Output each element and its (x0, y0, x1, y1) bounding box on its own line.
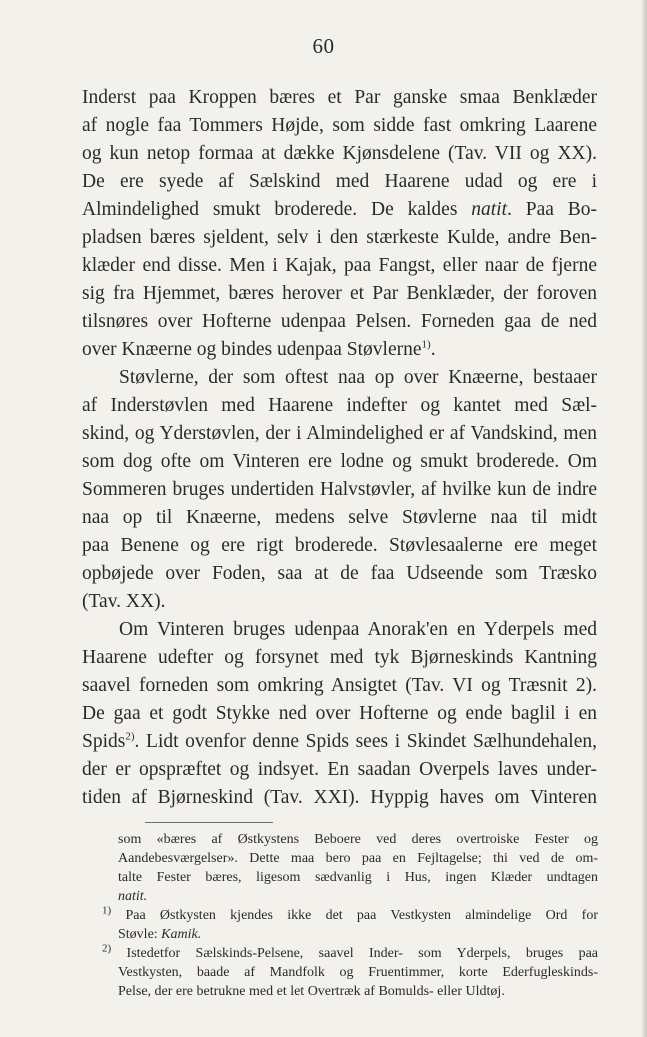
page-edge-shadow (641, 0, 647, 1037)
text-line (82, 732, 597, 752)
footnote-mark-2: 2) (102, 942, 112, 955)
text-line: saavel forneden som omkring Ansigtet (Tav. VI og Træsnit 2). (82, 675, 597, 696)
italic-word: Kamik. (161, 927, 202, 942)
text-line: Støvlerne, der som oftest naa op over Knæerne, bestaaer (119, 367, 597, 388)
footnote-1: $^{1)}$ Paa Østkysten kjendes ikke det paa Vestkysten almindelige Ord for (102, 904, 598, 923)
text-line: pladsen bæres sjeldent, selv i den stærkeste Kulde, andre Ben- (82, 227, 597, 248)
footnote-line: Pelse, der ere betrukne med et let Overtræk af Bomulds- eller Uldtøj. (118, 984, 505, 999)
text-line: der er opspræftet og indsyet. En saadan Overpels laves under- (82, 759, 597, 780)
text-line: naa op til Knæerne, medens selve Støvlerne naa til midt (82, 507, 597, 528)
text-line: tilsnøres over Hofterne udenpaa Pelsen. Forneden gaa de ned (82, 311, 597, 332)
page-number: 60 (312, 34, 335, 58)
footnote-line: talte Fester bæres, ligesom sædvanlig i Hus, ingen Klæder undtagen (118, 870, 598, 885)
text-line: paa Benene og ere rigt broderede. Støvlesaalerne ere meget (82, 535, 597, 556)
text-line: klæder end disse. Men i Kajak, paa Fangst, eller naar de fjerne (82, 255, 597, 276)
text-run: . Lidt ovenfor denne Spids sees i Skindet Sælhundehalen, (134, 731, 597, 752)
text-line: De gaa et godt Stykke ned over Hofterne og ende baglil i en (82, 703, 597, 724)
footnote-line: som «bæres af Østkystens Beboere ved deres overtroiske Fester og (118, 832, 598, 847)
text-line: sig fra Hjemmet, bæres herover et Par Benklæder, der foroven (82, 283, 597, 304)
footnote-mark-1: 1) (102, 904, 112, 917)
footnote-line: Støvle: Kamik. (118, 927, 202, 942)
text-line: Haarene udefter og forsynet med tyk Bjørneskinds Kantning (82, 647, 597, 668)
footnote-line: Vestkysten, baade af Mandfolk og Fruentimmer, korte Ederfugleskinds- (118, 965, 598, 980)
text-line: De ere syede af Sælskind med Haarene udad og ere i (82, 171, 597, 192)
italic-word: natit (471, 199, 508, 220)
footnote-ref-1: 1) (421, 338, 431, 351)
text-line: (Tav. XX). (82, 591, 166, 612)
text-line: Sommeren bruges undertiden Halvstøvler, af hvilke kun de indre (82, 479, 597, 500)
text-line: af Inderstøvlen med Haarene indefter og kantet med Sæl- (82, 395, 597, 416)
text-run: Almindelighed smukt broderede. De kaldes natit. Paa Bo- (82, 199, 597, 220)
text-line: Inderst paa Kroppen bæres et Par ganske smaa Benklæder (82, 87, 597, 108)
text-line: og kun netop formaa at dække Kjønsdelene (Tav. VII og XX). (82, 143, 597, 164)
footnote-ref-2: 2) (125, 730, 135, 743)
text-run: over Knæerne og bindes udenpaa Støvlerne (82, 339, 422, 360)
text-line: opbøjede over Foden, saa at de faa Udseende som Træsko (82, 563, 597, 584)
footnote-divider (145, 822, 273, 823)
period: . (430, 339, 436, 360)
text-line: af nogle faa Tommers Højde, som sidde fast omkring Laarene (82, 115, 597, 136)
footnote-2: $^{2)}$ Istedetfor Sælskinds-Pelsene, saavel Inder- som Yderpels, bruges paa (102, 942, 598, 961)
text-line-with-italic (82, 200, 597, 220)
text-line: tiden af Bjørneskind (Tav. XXI). Hyppig haves om Vinteren (82, 787, 597, 808)
footnote-line (118, 889, 598, 905)
footnote-line: Aandebesværgelser». Dette maa bero paa en Fejltagelse; thi ved de om- (118, 851, 598, 866)
text-line (82, 340, 597, 360)
text-run: Spids (82, 731, 126, 752)
text-line: skind, og Yderstøvlen, der i Almindelighed er af Vandskind, men (82, 423, 597, 444)
text-line: Om Vinteren bruges udenpaa Anorak'en en Yderpels med (119, 619, 597, 640)
text-line: som dog ofte om Vinteren ere lodne og smukt broderede. Om (82, 451, 597, 472)
italic-word: natit. (118, 889, 148, 904)
